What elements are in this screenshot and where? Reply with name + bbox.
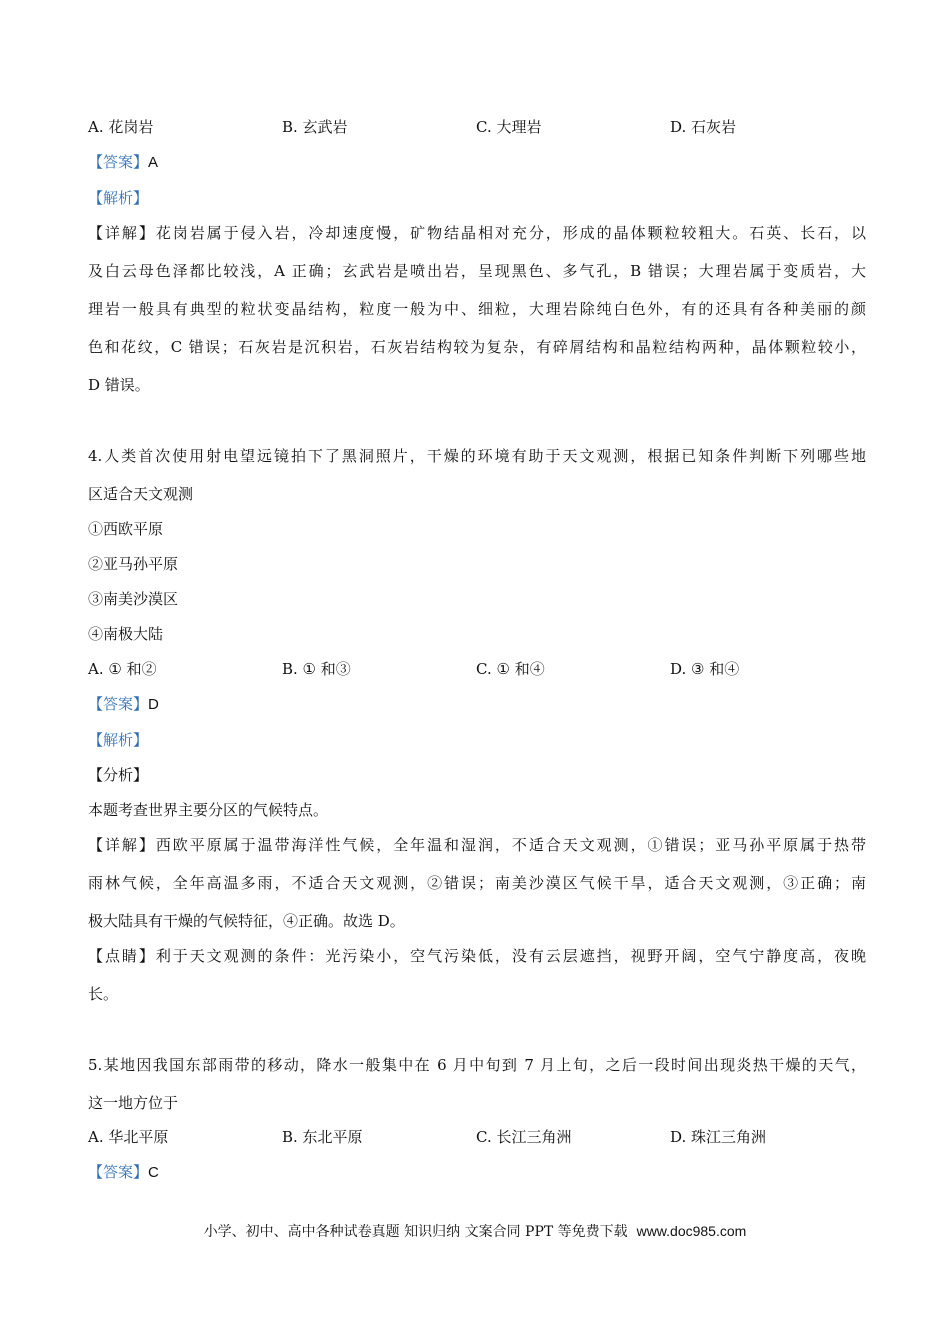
q4-stem-line: 4.人类首次使用射电望远镜拍下了黑洞照片，干燥的环境有助于天文观测，根据已知条件判断下列哪些地 — [88, 447, 866, 465]
q4-options — [88, 659, 868, 681]
q4-fenxi-tag: 【分析】 — [88, 766, 149, 784]
q4-dianjing-line: 长。 — [88, 985, 119, 1003]
q3-detail-line: 色和花纹，C 错误；石灰岩是沉积岩，石灰岩结构较为复杂，有碎屑结构和晶粒结构两种，晶体颗粒较小， — [88, 338, 866, 356]
q4-option-d: D. ③ 和④ — [670, 660, 740, 678]
q5-option-a: A. 华北平原 — [88, 1128, 169, 1146]
q4-item: ①西欧平原 — [88, 520, 164, 538]
answer-value: D — [148, 696, 159, 713]
q4-stem-line: 区适合天文观测 — [88, 485, 194, 503]
q4-dianjing-line: 【点睛】利于天文观测的条件：光污染小，空气污染低，没有云层遮挡，视野开阔，空气宁静度高，夜晚 — [88, 947, 866, 965]
q4-option-c: C. ① 和④ — [476, 660, 545, 678]
footer-url[interactable]: www.doc985.com — [636, 1223, 747, 1239]
answer-tag: 【答案】 — [88, 1163, 149, 1181]
q3-options — [88, 117, 868, 139]
q4-item: ②亚马孙平原 — [88, 555, 179, 573]
q4-fenxi-text: 本题考查世界主要分区的气候特点。 — [88, 801, 329, 819]
q5-option-c: C. 长江三角洲 — [476, 1128, 572, 1146]
answer-value: C — [148, 1164, 159, 1181]
q4-detail-line: 雨林气候，全年高温多雨，不适合天文观测，②错误；南美沙漠区气候干旱，适合天文观测，③正确；南 — [88, 874, 866, 892]
q4-detail-line: 极大陆具有干燥的气候特征，④正确。故选 D。 — [88, 912, 405, 930]
q3-detail-line: 【详解】花岗岩属于侵入岩，冷却速度慢，矿物结晶相对充分，形成的晶体颗粒较粗大。石英、长石，以 — [88, 224, 866, 242]
answer-tag: 【答案】 — [88, 153, 149, 171]
q4-item: ③南美沙漠区 — [88, 590, 179, 608]
q3-analysis-tag: 【解析】 — [88, 189, 149, 207]
q4-answer — [88, 694, 159, 716]
q5-stem-line: 这一地方位于 — [88, 1094, 179, 1112]
q5-stem-line: 5.某地因我国东部雨带的移动，降水一般集中在 6 月中旬到 7 月上旬，之后一段时间出现炎热干燥的天气， — [88, 1056, 866, 1074]
q5-option-d: D. 珠江三角洲 — [670, 1128, 767, 1146]
q3-option-b: B. 玄武岩 — [282, 118, 348, 136]
q3-option-d: D. 石灰岩 — [670, 118, 737, 136]
answer-tag: 【答案】 — [88, 695, 149, 713]
q4-detail-line: 【详解】西欧平原属于温带海洋性气候，全年温和湿润，不适合天文观测，①错误；亚马孙平原属于热带 — [88, 836, 866, 854]
q4-analysis-tag: 【解析】 — [88, 731, 149, 749]
q4-item: ④南极大陆 — [88, 625, 164, 643]
q5-options — [88, 1127, 868, 1149]
answer-value: A — [148, 154, 159, 171]
q3-answer — [88, 152, 158, 174]
q5-option-b: B. 东北平原 — [282, 1128, 363, 1146]
footer-text: 小学、初中、高中各种试卷真题 知识归纳 文案合同 PPT 等免费下载 — [203, 1224, 628, 1240]
q3-detail-line: 理岩一般具有典型的粒状变晶结构，粒度一般为中、细粒，大理岩除纯白色外，有的还具有各种美丽的颜 — [88, 300, 866, 318]
q3-option-a: A. 花岗岩 — [88, 118, 154, 136]
q3-option-c: C. 大理岩 — [476, 118, 542, 136]
q3-detail-line: 及白云母色泽都比较浅，A 正确；玄武岩是喷出岩，呈现黑色、多气孔，B 错误；大理岩属于变质岩，大 — [88, 262, 866, 280]
q5-answer — [88, 1162, 159, 1184]
page-footer — [0, 1221, 950, 1242]
q3-detail-line: D 错误。 — [88, 376, 150, 394]
q4-option-b: B. ① 和③ — [282, 660, 351, 678]
q4-option-a: A. ① 和② — [88, 660, 157, 678]
